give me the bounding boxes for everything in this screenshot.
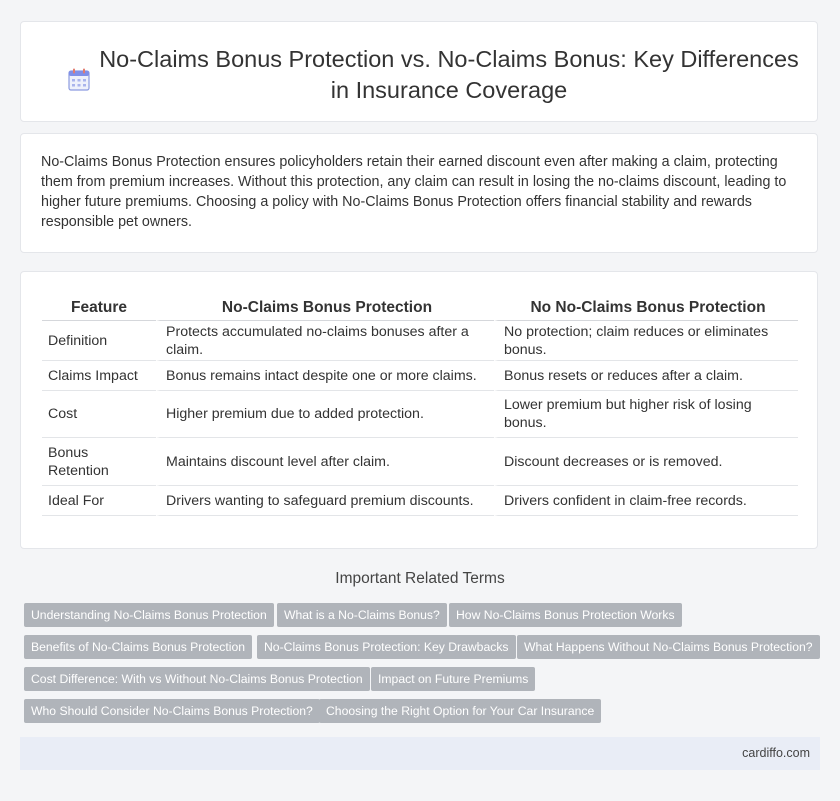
- intro-paragraph: No-Claims Bonus Protection ensures policyholders retain their earned discount even after making a claim, protecting them from premium increases. Without this protection, any claim can result in losing the no-claims discount, leading to higher future premiums. Choosing a policy with No-Claims Bonus Protection offers financial stability and rewards responsible pet owners.: [41, 154, 787, 230]
- table-cell: Ideal For: [42, 486, 156, 516]
- related-term-link[interactable]: No-Claims Bonus Protection: Key Drawbacks: [257, 635, 516, 659]
- table-header: Feature: [42, 296, 156, 321]
- related-term-link[interactable]: Benefits of No-Claims Bonus Protection: [24, 635, 252, 659]
- table-cell: Discount decreases or is removed.: [494, 438, 798, 486]
- table-row: [42, 361, 798, 391]
- table-cell: Higher premium due to added protection.: [156, 391, 494, 438]
- table-header: No No-Claims Bonus Protection: [494, 296, 798, 321]
- related-term-link[interactable]: What Happens Without No-Claims Bonus Protection?: [517, 635, 820, 659]
- comparison-table: [42, 296, 798, 516]
- related-terms-title: Important Related Terms: [335, 570, 505, 587]
- title-card: [20, 21, 818, 122]
- table-header: No-Claims Bonus Protection: [156, 296, 494, 321]
- footer: [20, 737, 820, 770]
- table-cell: Protects accumulated no-claims bonuses after a claim.: [156, 321, 494, 361]
- table-cell: Bonus Retention: [42, 438, 156, 486]
- table-row: [42, 486, 798, 516]
- table-cell: No protection; claim reduces or eliminates bonus.: [494, 321, 798, 361]
- footer-site-link[interactable]: cardiffo.com: [742, 746, 810, 760]
- table-row: [42, 321, 798, 361]
- page-title: No-Claims Bonus Protection vs. No-Claims Bonus: Key Differences in Insurance Coverage: [99, 46, 799, 103]
- calendar-icon: [68, 68, 90, 92]
- related-term-link[interactable]: Impact on Future Premiums: [371, 667, 535, 691]
- table-cell: Bonus resets or reduces after a claim.: [494, 361, 798, 391]
- table-cell: Lower premium but higher risk of losing bonus.: [494, 391, 798, 438]
- related-term-link[interactable]: How No-Claims Bonus Protection Works: [449, 603, 682, 627]
- table-cell: Bonus remains intact despite one or more claims.: [156, 361, 494, 391]
- related-term-link[interactable]: What is a No-Claims Bonus?: [277, 603, 447, 627]
- table-cell: Definition: [42, 321, 156, 361]
- table-row: [42, 438, 798, 486]
- table-cell: Claims Impact: [42, 361, 156, 391]
- intro-card: [20, 133, 818, 253]
- table-cell: Drivers wanting to safeguard premium discounts.: [156, 486, 494, 516]
- comparison-card: [20, 271, 818, 549]
- related-term-link[interactable]: Choosing the Right Option for Your Car Insurance: [319, 699, 601, 723]
- related-term-link[interactable]: Cost Difference: With vs Without No-Claims Bonus Protection: [24, 667, 370, 691]
- related-term-link[interactable]: Understanding No-Claims Bonus Protection: [24, 603, 274, 627]
- table-cell: Drivers confident in claim-free records.: [494, 486, 798, 516]
- table-cell: Cost: [42, 391, 156, 438]
- table-header-row: [42, 296, 798, 321]
- related-term-link[interactable]: Who Should Consider No-Claims Bonus Protection?: [24, 699, 320, 723]
- table-row: [42, 391, 798, 438]
- table-cell: Maintains discount level after claim.: [156, 438, 494, 486]
